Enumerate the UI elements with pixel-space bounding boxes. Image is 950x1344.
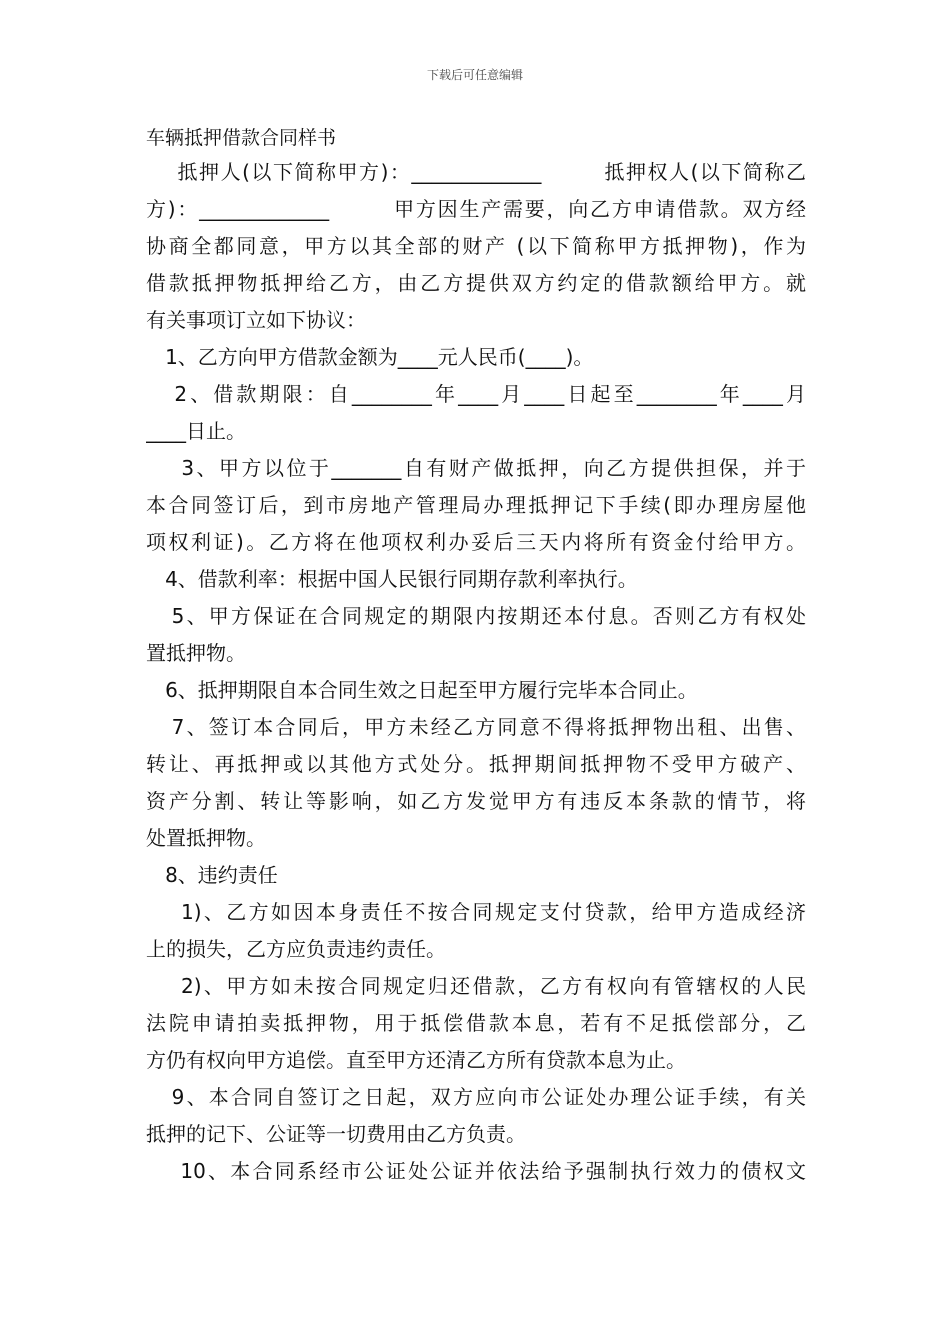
document-line: 转让、再抵押或以其他方式处分。抵押期间抵押物不受甲方破产、 [146,752,806,776]
document-line: 抵押的记下、公证等一切费用由乙方负责。 [146,1122,526,1146]
document-line: 方)：_____________ 甲方因生产需要，向乙方申请借款。双方经 [146,197,806,221]
contract-body [146,154,806,1190]
document-line: 5、甲方保证在合同规定的期限内按期还本付息。否则乙方有权处 [146,604,806,628]
document-line: 4、借款利率：根据中国人民银行同期存款利率执行。 [146,567,638,591]
document-line: 8、违约责任 [146,863,278,887]
document-line: 项权利证)。乙方将在他项权利办妥后三天内将所有资金付给甲方。 [146,530,806,554]
page-header: 下载后可任意编辑 [426,68,523,82]
document-line: 处置抵押物。 [146,826,266,850]
document-line: 2)、甲方如未按合同规定归还借款，乙方有权向有管辖权的人民 [146,974,806,998]
document-line: 9、本合同自签订之日起，双方应向市公证处办理公证手续，有关 [146,1085,806,1109]
document-line: 法院申请拍卖抵押物，用于抵偿借款本息，若有不足抵偿部分，乙 [146,1011,806,1035]
document-line: 抵押人(以下简称甲方)：_____________ 抵押权人(以下简称乙 [146,160,806,184]
document-line: 有关事项订立如下协议： [146,308,366,332]
document-line: 2、借款期限：自________年____月____日起至________年____月 [146,382,806,406]
document-line: 上的损失，乙方应负责违约责任。 [146,937,446,961]
document-line: 方仍有权向甲方追偿。直至甲方还清乙方所有贷款本息为止。 [146,1048,686,1072]
document-line: 资产分割、转让等影响，如乙方发觉甲方有违反本条款的情节，将 [146,789,806,813]
document-line: 借款抵押物抵押给乙方，由乙方提供双方约定的借款额给甲方。就 [146,271,806,295]
document-title: 车辆抵押借款合同样书 [146,127,337,149]
document-line: 协商全都同意，甲方以其全部的财产 (以下简称甲方抵押物)，作为 [146,234,806,258]
document-line: 置抵押物。 [146,641,246,665]
document-line: 1)、乙方如因本身责任不按合同规定支付贷款，给甲方造成经济 [146,900,806,924]
document-line: ____日止。 [146,419,246,443]
document-line: 1、乙方向甲方借款金额为____元人民币(____)。 [146,345,594,369]
document-line: 本合同签订后，到市房地产管理局办理抵押记下手续(即办理房屋他 [146,493,806,517]
document-line: 3、甲方以位于_______自有财产做抵押，向乙方提供担保，并于 [146,456,806,480]
document-line: 6、抵押期限自本合同生效之日起至甲方履行完毕本合同止。 [146,678,698,702]
document-line: 7、签订本合同后，甲方未经乙方同意不得将抵押物出租、出售、 [146,715,806,739]
document-line: 10、本合同系经市公证处公证并依法给予强制执行效力的债权文 [146,1159,806,1183]
